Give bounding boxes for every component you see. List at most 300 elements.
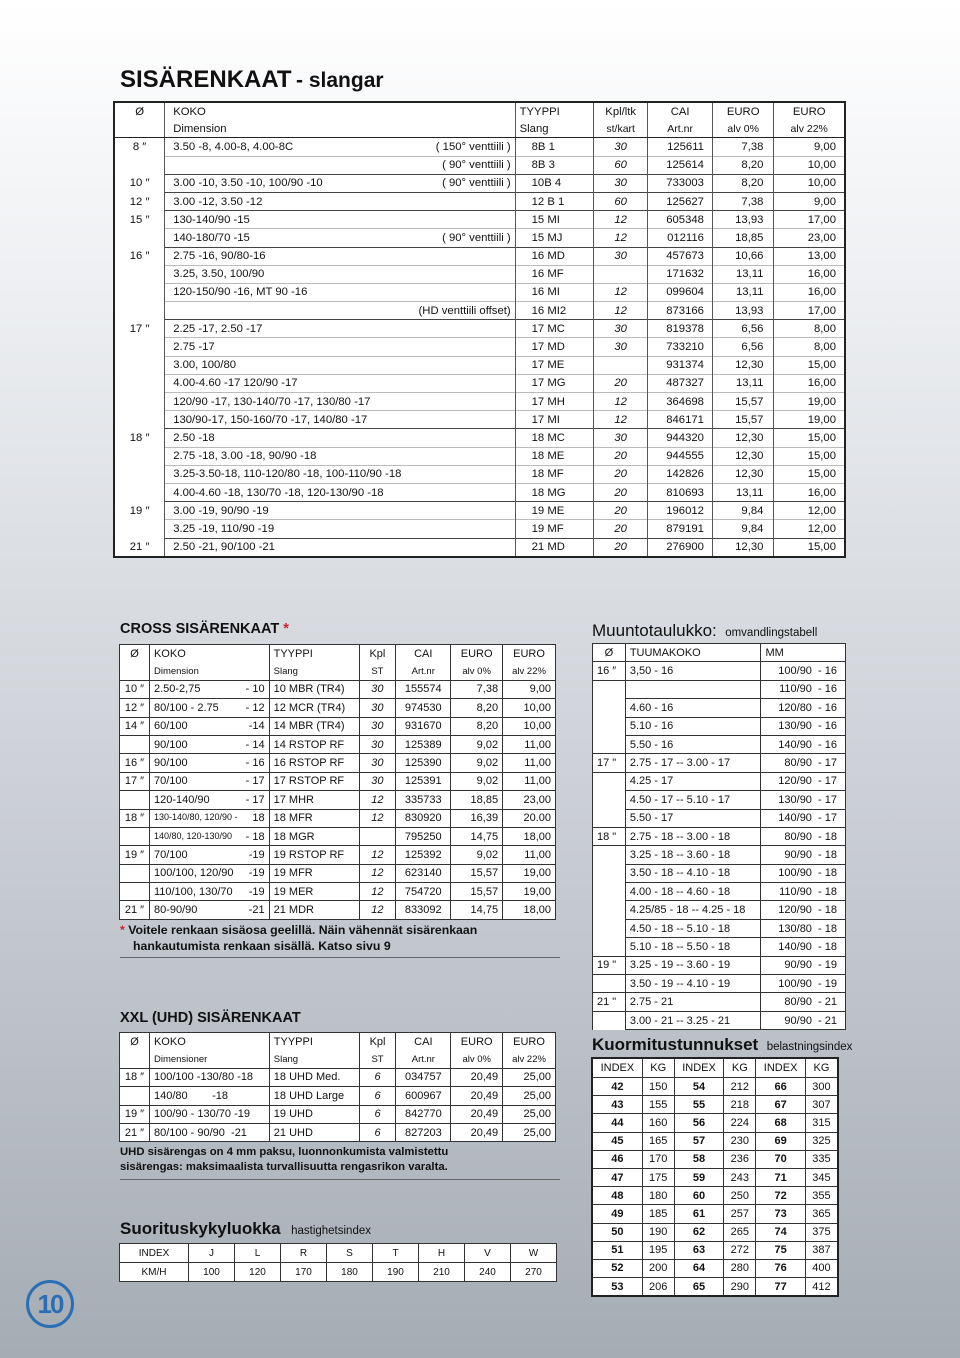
xxl-h-type-sub: Slang <box>269 1050 359 1068</box>
table-row <box>120 883 556 901</box>
euro-net-cell: 9,02 <box>451 772 503 790</box>
size-cell <box>149 827 269 845</box>
load-index-cell: 47 <box>592 1168 642 1186</box>
diameter-cell: 16 ″ <box>593 662 626 680</box>
mm-size-cell: 130/90 - 17 <box>761 791 846 809</box>
cai-cell: 873166 <box>648 302 713 320</box>
euro-vat-cell: 11,00 <box>503 846 556 864</box>
conv-h-d: Ø <box>593 644 626 662</box>
cai-cell: 196012 <box>648 502 713 520</box>
table-row <box>593 754 846 772</box>
qty-cell: 20 <box>593 374 647 392</box>
type-cell: 19 MF <box>515 520 593 538</box>
inch-size-cell: 4.25 - 17 <box>625 772 761 790</box>
euro-net-cell: 15,57 <box>712 411 774 429</box>
diameter-cell: 17 ″ <box>120 772 150 790</box>
size-cell: 130/90-17, 150-160/70 -17, 140/80 -17 <box>165 411 406 429</box>
table-row <box>120 772 556 790</box>
valve-note-cell <box>405 393 515 411</box>
qty-cell: 30 <box>359 735 396 753</box>
load-kg-cell: 165 <box>642 1132 674 1150</box>
euro-net-cell: 20,49 <box>451 1105 503 1123</box>
type-cell: 17 ME <box>515 356 593 374</box>
size-cell: 3.00 -10, 3.50 -10, 100/90 -10 <box>165 174 406 192</box>
qty-cell: 12 <box>359 901 396 919</box>
diameter-cell: 19 ″ <box>120 1105 150 1123</box>
xxl-h-e22-sub: alv 22% <box>503 1050 556 1068</box>
cai-cell: 733003 <box>648 174 713 192</box>
qty-cell: 6 <box>359 1123 396 1141</box>
table-row <box>593 864 846 882</box>
load-kg-cell: 365 <box>805 1205 838 1223</box>
qty-cell: 12 <box>359 846 396 864</box>
size-text: 120-140/90 <box>153 793 210 806</box>
inch-size-cell: 3.50 - 18 -- 4.10 - 18 <box>625 864 761 882</box>
speed-cell: J <box>189 1244 235 1263</box>
load-table <box>591 1057 839 1297</box>
inch-size-cell: 2.75 - 18 -- 3.00 - 18 <box>625 827 761 845</box>
load-kg-cell: 160 <box>642 1114 674 1132</box>
valve-note-cell: (HD venttiili offset) <box>405 302 515 320</box>
type-cell: 19 MER <box>269 883 359 901</box>
cross-title <box>120 621 289 637</box>
type-cell: 21 UHD <box>269 1123 359 1141</box>
load-index-cell: 65 <box>674 1278 724 1297</box>
cross-h-e0: EURO <box>451 645 503 663</box>
table-row <box>593 717 846 735</box>
euro-net-cell: 12,30 <box>712 447 774 465</box>
table-row <box>593 975 846 993</box>
cai-cell: 623140 <box>396 864 451 882</box>
cai-cell: 034757 <box>396 1068 451 1086</box>
euro-net-cell: 18,85 <box>451 791 503 809</box>
load-kg-cell: 185 <box>642 1205 674 1223</box>
type-cell: 18 MC <box>515 429 593 447</box>
size-cell: 4.00-4.60 -17 120/90 -17 <box>165 374 406 392</box>
diameter-cell: 12 ″ <box>114 192 165 210</box>
load-index-cell: 63 <box>674 1241 724 1259</box>
euro-vat-cell: 19,00 <box>774 411 845 429</box>
euro-net-cell: 9,02 <box>451 735 503 753</box>
table-row <box>593 993 846 1011</box>
mm-size-cell: 140/90 - 16 <box>761 735 846 753</box>
load-index-cell: 50 <box>592 1223 642 1241</box>
diameter-cell <box>120 827 150 845</box>
table-row <box>114 393 845 411</box>
size-cell <box>165 156 406 174</box>
cai-cell: 142826 <box>648 465 713 483</box>
euro-vat-cell: 16,00 <box>774 483 845 501</box>
diameter-cell <box>593 883 626 901</box>
euro-net-cell: 18,85 <box>712 229 774 247</box>
table-row <box>592 1078 838 1096</box>
size-cell: 120-150/90 -16, MT 90 -16 <box>165 283 406 301</box>
mm-size-cell: 90/90 - 21 <box>761 1011 846 1029</box>
load-kg-cell: 375 <box>805 1223 838 1241</box>
euro-net-cell: 13,93 <box>712 302 774 320</box>
load-kg-cell: 400 <box>805 1259 838 1277</box>
load-kg-cell: 150 <box>642 1078 674 1096</box>
size-cell: 80/100 - 90/90 -21 <box>149 1123 269 1141</box>
valve-note-cell <box>405 502 515 520</box>
cross-title-text: CROSS SISÄRENKAAT <box>120 621 280 637</box>
qty-cell: 30 <box>359 699 396 717</box>
type-cell: 17 MD <box>515 338 593 356</box>
euro-net-cell: 8,20 <box>712 174 774 192</box>
load-kg-cell: 355 <box>805 1187 838 1205</box>
xxl-note-line1: UHD sisärengas on 4 mm paksu, luonnonkumista valmistettu <box>120 1146 449 1158</box>
cai-cell: 754720 <box>396 883 451 901</box>
diameter-cell <box>593 938 626 956</box>
speed-title: Suorituskykyluokka <box>120 1219 281 1238</box>
diameter-cell <box>593 846 626 864</box>
xxl-h-qty: Kpl <box>359 1033 396 1051</box>
diameter-cell: 16 ″ <box>114 247 165 265</box>
type-cell: 12 MCR (TR4) <box>269 699 359 717</box>
euro-vat-cell: 15,00 <box>774 538 845 557</box>
load-index-cell: 42 <box>592 1078 642 1096</box>
load-kg-cell: 180 <box>642 1187 674 1205</box>
euro-vat-cell: 18,00 <box>503 827 556 845</box>
qty-cell: 6 <box>359 1105 396 1123</box>
table-row <box>592 1223 838 1241</box>
size-text: 70/100 <box>153 775 188 788</box>
conv-subtitle: omvandlingstabell <box>725 627 818 639</box>
size-cell: 2.75 -17 <box>165 338 406 356</box>
table-row <box>592 1096 838 1114</box>
euro-net-cell: 7,38 <box>712 138 774 156</box>
size-cell: 3.25-3.50-18, 110-120/80 -18, 100-110/90 -18 <box>165 465 406 483</box>
euro-net-cell: 9,02 <box>451 846 503 864</box>
size-cell <box>149 846 269 864</box>
cai-cell: 125614 <box>648 156 713 174</box>
type-cell: 18 UHD Med. <box>269 1068 359 1086</box>
type-cell: 17 MH <box>515 393 593 411</box>
speed-cell: V <box>465 1244 511 1263</box>
mm-size-cell: 130/90 - 16 <box>761 717 846 735</box>
diameter-cell: 10 ″ <box>114 174 165 192</box>
table-row <box>120 1068 556 1086</box>
inch-size-cell: 2.75 - 21 <box>625 993 761 1011</box>
euro-net-cell: 13,11 <box>712 374 774 392</box>
size-cell: 3.25 -19, 110/90 -19 <box>165 520 406 538</box>
qty-cell: 12 <box>593 211 647 229</box>
type-cell: 14 RSTOP RF <box>269 735 359 753</box>
euro-net-cell: 15,57 <box>712 393 774 411</box>
load-kg-cell: 175 <box>642 1168 674 1186</box>
table-row <box>592 1259 838 1277</box>
euro-vat-cell: 17,00 <box>774 211 845 229</box>
load-header-cell: KG <box>805 1058 838 1078</box>
valve-note-cell: ( 150° venttiili ) <box>405 138 515 156</box>
table-row <box>114 538 845 557</box>
mm-size-cell: 100/90 - 19 <box>761 975 846 993</box>
diameter-cell: 21 " <box>593 993 626 1011</box>
diameter-cell: 18 ″ <box>114 429 165 447</box>
cai-cell: 487327 <box>648 374 713 392</box>
table-row <box>120 846 556 864</box>
cross-h-cai: CAI <box>396 645 451 663</box>
diameter-cell <box>114 374 165 392</box>
euro-vat-cell: 15,00 <box>774 356 845 374</box>
conv-h-mm: MM <box>761 644 846 662</box>
rim-text: - 17 <box>245 793 265 806</box>
load-index-cell: 74 <box>756 1223 806 1241</box>
euro-net-cell: 7,38 <box>451 680 503 698</box>
load-header-cell: KG <box>724 1058 756 1078</box>
xxl-note-line2: sisärengas: maksimaalista turvallisuutta rengasrikon varalta. <box>120 1161 448 1173</box>
load-index-cell: 52 <box>592 1259 642 1277</box>
valve-note-cell <box>405 320 515 338</box>
mm-size-cell: 120/90 - 17 <box>761 772 846 790</box>
euro-vat-cell: 12,00 <box>774 520 845 538</box>
diameter-cell <box>120 735 150 753</box>
euro-net-cell: 13,93 <box>712 211 774 229</box>
euro-net-cell: 8,20 <box>712 156 774 174</box>
size-text: 80-90/90 <box>153 904 198 917</box>
qty-cell: 30 <box>593 320 647 338</box>
type-cell: 17 MC <box>515 320 593 338</box>
table-row <box>593 809 846 827</box>
type-cell: 8B 3 <box>515 156 593 174</box>
table-row <box>114 211 845 229</box>
diameter-cell <box>114 302 165 320</box>
header-euro-net: EURO <box>712 102 774 120</box>
load-kg-cell: 206 <box>642 1278 674 1297</box>
rim-text: - 12 <box>245 701 265 714</box>
header-euro-vat-sub: alv 22% <box>774 120 845 138</box>
table-row <box>120 827 556 845</box>
type-cell: 19 MFR <box>269 864 359 882</box>
cai-cell: 125392 <box>396 846 451 864</box>
euro-vat-cell: 11,00 <box>503 754 556 772</box>
load-index-cell: 48 <box>592 1187 642 1205</box>
type-cell: 17 MI <box>515 411 593 429</box>
rim-text: - 14 <box>245 738 265 751</box>
table-row <box>120 1123 556 1141</box>
load-index-cell: 70 <box>756 1150 806 1168</box>
rim-text: - 10 <box>245 683 265 696</box>
type-cell: 16 MI <box>515 283 593 301</box>
cai-cell: 125389 <box>396 735 451 753</box>
load-kg-cell: 190 <box>642 1223 674 1241</box>
size-text: 80/100 - 2.75 <box>153 701 219 714</box>
size-cell <box>149 791 269 809</box>
type-cell: 17 MHR <box>269 791 359 809</box>
speed-cell: 190 <box>373 1263 419 1282</box>
cai-cell: 012116 <box>648 229 713 247</box>
qty-cell: 12 <box>359 809 396 827</box>
cai-cell: 842770 <box>396 1105 451 1123</box>
speed-table <box>119 1243 557 1282</box>
euro-vat-cell: 20.00 <box>503 809 556 827</box>
valve-note-cell <box>405 283 515 301</box>
diameter-cell: 21 ″ <box>120 901 150 919</box>
table-row <box>120 791 556 809</box>
euro-vat-cell: 10,00 <box>774 156 845 174</box>
table-row <box>114 174 845 192</box>
diameter-cell <box>593 699 626 717</box>
cai-cell: 335733 <box>396 791 451 809</box>
size-cell: 140/80 -18 <box>149 1087 269 1105</box>
qty-cell: 20 <box>593 483 647 501</box>
table-row <box>592 1187 838 1205</box>
euro-vat-cell: 25,00 <box>503 1123 556 1141</box>
euro-vat-cell: 23,00 <box>503 791 556 809</box>
load-kg-cell: 200 <box>642 1259 674 1277</box>
conv-h-inch: TUUMAKOKO <box>625 644 761 662</box>
diameter-cell <box>593 717 626 735</box>
inch-size-cell: 5.50 - 16 <box>625 735 761 753</box>
table-row <box>114 520 845 538</box>
load-index-cell: 56 <box>674 1114 724 1132</box>
load-title-block <box>592 1035 852 1055</box>
speed-cell: 170 <box>281 1263 327 1282</box>
type-cell: 15 MJ <box>515 229 593 247</box>
load-kg-cell: 345 <box>805 1168 838 1186</box>
qty-cell: 12 <box>593 411 647 429</box>
valve-note-cell <box>405 247 515 265</box>
load-index-cell: 66 <box>756 1078 806 1096</box>
table-row <box>593 772 846 790</box>
load-kg-cell: 300 <box>805 1078 838 1096</box>
xxl-h-size: KOKO <box>149 1033 269 1051</box>
diameter-cell <box>114 283 165 301</box>
load-index-cell: 71 <box>756 1168 806 1186</box>
rim-text: -21 <box>248 904 265 917</box>
qty-cell: 6 <box>359 1068 396 1086</box>
qty-cell: 20 <box>593 502 647 520</box>
diameter-cell <box>593 735 626 753</box>
load-index-cell: 53 <box>592 1278 642 1297</box>
load-index-cell: 69 <box>756 1132 806 1150</box>
load-index-cell: 45 <box>592 1132 642 1150</box>
qty-cell: 30 <box>593 429 647 447</box>
size-cell: 3.25, 3.50, 100/90 <box>165 265 406 283</box>
diameter-cell <box>114 483 165 501</box>
xxl-table <box>119 1032 556 1142</box>
diameter-cell <box>114 156 165 174</box>
diameter-cell <box>593 791 626 809</box>
table-row <box>114 320 845 338</box>
conv-title-block <box>592 621 817 641</box>
euro-net-cell: 12,30 <box>712 429 774 447</box>
diameter-cell <box>593 1011 626 1029</box>
euro-net-cell: 20,49 <box>451 1123 503 1141</box>
size-cell <box>149 699 269 717</box>
inch-size-cell: 2.75 - 17 -- 3.00 - 17 <box>625 754 761 772</box>
valve-note-cell <box>405 429 515 447</box>
load-kg-cell: 243 <box>724 1168 756 1186</box>
size-cell <box>149 864 269 882</box>
euro-vat-cell: 18,00 <box>503 901 556 919</box>
header-size-sub: Dimension <box>165 120 515 138</box>
rim-text: -19 <box>248 848 265 861</box>
cai-cell: 125390 <box>396 754 451 772</box>
cai-cell: 819378 <box>648 320 713 338</box>
size-text: 2.50-2,75 <box>153 683 201 696</box>
xxl-h-e22: EURO <box>503 1033 556 1051</box>
load-index-cell: 61 <box>674 1205 724 1223</box>
type-cell: 14 MBR (TR4) <box>269 717 359 735</box>
load-kg-cell: 272 <box>724 1241 756 1259</box>
inch-size-cell: 5.10 - 16 <box>625 717 761 735</box>
cai-cell: 931374 <box>648 356 713 374</box>
speed-cell: T <box>373 1244 419 1263</box>
header-euro-net-sub: alv 0% <box>712 120 774 138</box>
cai-cell: 125391 <box>396 772 451 790</box>
diameter-cell <box>120 1087 150 1105</box>
mm-size-cell: 80/90 - 21 <box>761 993 846 1011</box>
type-cell: 18 MFR <box>269 809 359 827</box>
qty-cell: 30 <box>359 717 396 735</box>
euro-vat-cell: 9,00 <box>503 680 556 698</box>
header-size: KOKO <box>165 102 515 120</box>
speed-label-cell: KM/H <box>120 1263 189 1282</box>
euro-net-cell: 13,11 <box>712 283 774 301</box>
speed-cell: 270 <box>511 1263 557 1282</box>
cai-cell: 846171 <box>648 411 713 429</box>
cai-cell: 944555 <box>648 447 713 465</box>
table-row <box>114 192 845 210</box>
load-kg-cell: 325 <box>805 1132 838 1150</box>
euro-vat-cell: 23,00 <box>774 229 845 247</box>
euro-net-cell: 16,39 <box>451 809 503 827</box>
diameter-cell: 21 ″ <box>120 1123 150 1141</box>
size-cell <box>149 717 269 735</box>
size-cell <box>149 901 269 919</box>
load-kg-cell: 290 <box>724 1278 756 1297</box>
speed-subtitle: hastighetsindex <box>291 1225 371 1237</box>
euro-vat-cell: 13,00 <box>774 247 845 265</box>
cai-cell: 364698 <box>648 393 713 411</box>
table-row <box>120 1087 556 1105</box>
load-kg-cell: 236 <box>724 1150 756 1168</box>
cai-cell: 833092 <box>396 901 451 919</box>
qty-cell: 30 <box>359 680 396 698</box>
mm-size-cell: 140/90 - 18 <box>761 938 846 956</box>
load-index-cell: 76 <box>756 1259 806 1277</box>
size-cell: 4.00-4.60 -18, 130/70 -18, 120-130/90 -18 <box>165 483 406 501</box>
header-diameter: Ø <box>114 102 165 120</box>
cai-cell: 974530 <box>396 699 451 717</box>
table-row <box>114 338 845 356</box>
speed-cell: 100 <box>189 1263 235 1282</box>
table-row <box>114 465 845 483</box>
diameter-cell <box>114 411 165 429</box>
conv-title: Muuntotaulukko: <box>592 621 717 640</box>
qty-cell: 12 <box>593 393 647 411</box>
diameter-cell <box>593 809 626 827</box>
inch-size-cell: 3.00 - 21 -- 3.25 - 21 <box>625 1011 761 1029</box>
load-index-cell: 68 <box>756 1114 806 1132</box>
diameter-cell <box>593 864 626 882</box>
euro-net-cell: 15,57 <box>451 883 503 901</box>
valve-note-cell <box>405 447 515 465</box>
valve-note-cell <box>405 192 515 210</box>
euro-vat-cell: 10,00 <box>774 174 845 192</box>
table-row <box>120 1105 556 1123</box>
diameter-cell <box>114 356 165 374</box>
cross-h-e22: EURO <box>503 645 556 663</box>
qty-cell: 60 <box>593 192 647 210</box>
type-cell: 19 UHD <box>269 1105 359 1123</box>
valve-note-cell: ( 90° venttiili ) <box>405 229 515 247</box>
cai-cell: 276900 <box>648 538 713 557</box>
mm-size-cell: 120/80 - 16 <box>761 699 846 717</box>
qty-cell: 20 <box>593 447 647 465</box>
type-cell: 16 MD <box>515 247 593 265</box>
